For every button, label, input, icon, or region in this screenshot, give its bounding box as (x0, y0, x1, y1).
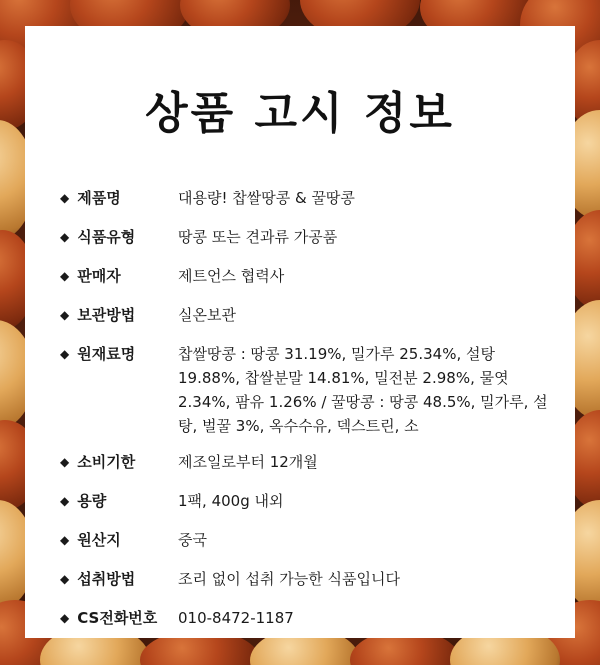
row-value: 땅콩 또는 견과류 가공품 (178, 228, 338, 246)
row-label: 원재료명 (77, 345, 136, 363)
row-value: 대용량! 찹쌀땅콩 & 꿀땅콩 (178, 189, 355, 207)
row-value: 010-8472-1187 (178, 609, 294, 627)
row-value: 제조일로부터 12개월 (178, 453, 318, 471)
row-label: 제품명 (77, 189, 121, 207)
row-value: 조리 없이 섭취 가능한 식품입니다 (178, 570, 400, 588)
row-label: 식품유형 (77, 228, 136, 246)
page-title: 상품 고시 정보 (145, 88, 455, 139)
diamond-bullet-icon: ◆ (60, 611, 70, 625)
row-label: 판매자 (77, 267, 121, 285)
row-value: 찹쌀땅콩 : 땅콩 31.19%, 밀가루 25.34%, 설탕 19.88%, 찹쌀분말 14.81%, 밀전분 2.98%, 물엿 2.34%, 팜유 1.26% / 꿀땅콩 : 땅콩 48.5%, 밀가루, 설탕, 벌꿀 3%, 옥수수유, 덱스트린, 소 (178, 345, 548, 435)
row-value: 실온보관 (178, 306, 236, 324)
diamond-bullet-icon: ◆ (60, 455, 70, 469)
info-card (25, 26, 575, 638)
row-label: CS전화번호 (77, 609, 158, 627)
row-value: 1팩, 400g 내외 (178, 492, 284, 510)
diamond-bullet-icon: ◆ (60, 347, 70, 361)
row-label: 섭취방법 (77, 570, 136, 588)
row-label: 소비기한 (77, 453, 136, 471)
row-label: 원산지 (77, 531, 121, 549)
diamond-bullet-icon: ◆ (60, 572, 70, 586)
row-value: 제트언스 협력사 (178, 267, 285, 285)
diamond-bullet-icon: ◆ (60, 269, 70, 283)
diamond-bullet-icon: ◆ (60, 230, 70, 244)
diamond-bullet-icon: ◆ (60, 494, 70, 508)
diamond-bullet-icon: ◆ (60, 533, 70, 547)
row-label: 용량 (77, 492, 107, 510)
diamond-bullet-icon: ◆ (60, 191, 70, 205)
diamond-bullet-icon: ◆ (60, 308, 70, 322)
row-label: 보관방법 (77, 306, 136, 324)
row-value: 중국 (178, 531, 207, 549)
